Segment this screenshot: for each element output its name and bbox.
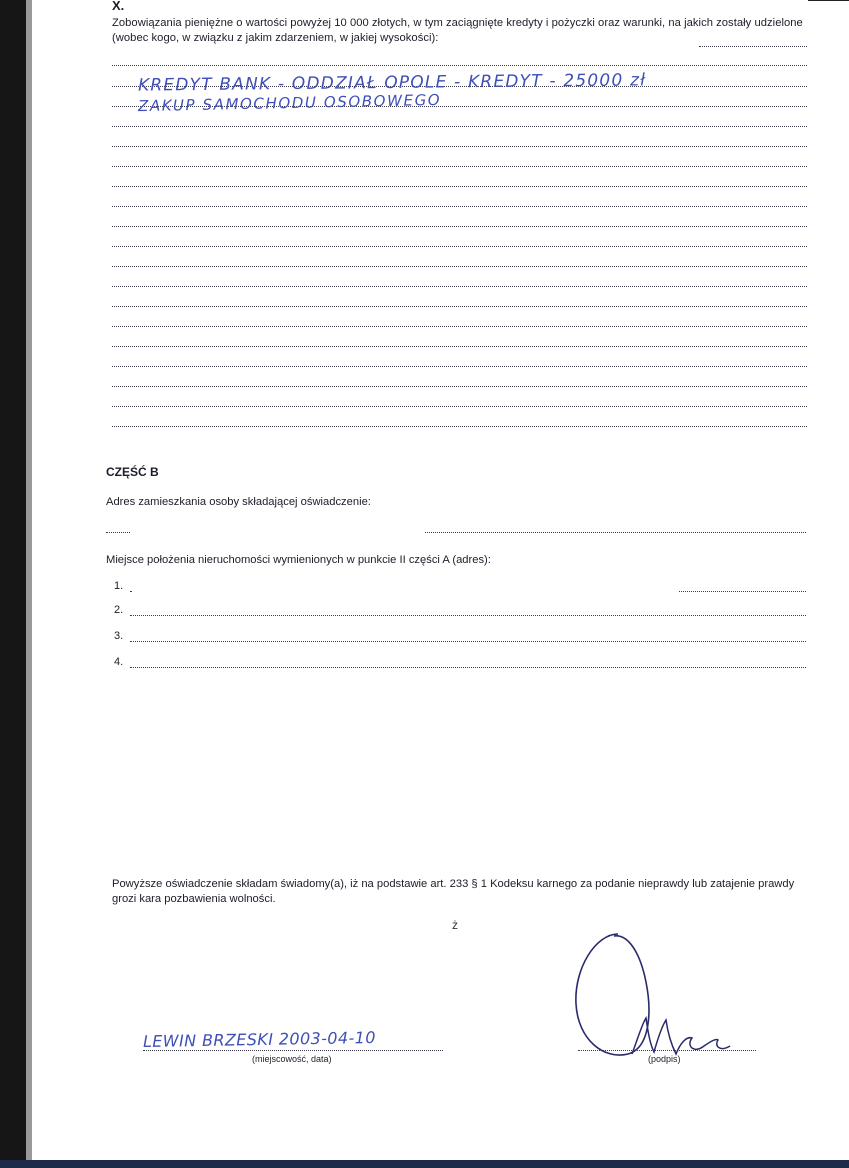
answer-line <box>112 126 807 127</box>
property-item-number: 4. <box>114 656 124 668</box>
section-x-text: Zobowiązania pieniężne o wartości powyżej 10 000 złotych, w tym zaciągnięte kredyty i pożyczki oraz warunki, na jakich zostały udzielone (wobec kogo, w związku z jakim zdarzeniem, w jakiej wysokości): <box>112 17 803 44</box>
answer-line <box>112 246 807 247</box>
property-item-number: 3. <box>114 630 124 642</box>
property-item-number: 1. <box>114 580 124 592</box>
answer-line <box>112 306 807 307</box>
stray-pen-mark: ż <box>452 918 458 932</box>
handwritten-loan-purpose: ZAKUP SAMOCHODU OSOBOWEGO <box>137 90 442 116</box>
property-line <box>130 641 806 642</box>
place-date-caption: (miejscowość, data) <box>252 1054 332 1064</box>
answer-line <box>112 146 807 147</box>
answer-line <box>112 326 807 327</box>
address-redaction-2 <box>130 516 425 536</box>
address-label: Adres zamieszkania osoby składającej oświadczenie: <box>106 496 371 508</box>
handwritten-place-date: LEWIN BRZESKI 2003-04-10 <box>142 1027 376 1052</box>
answer-line <box>112 65 807 66</box>
corner-mark <box>808 0 849 5</box>
answer-line <box>112 366 807 367</box>
scan-left-shadow <box>26 0 32 1168</box>
place-date-line <box>143 1050 443 1051</box>
answer-line <box>112 206 807 207</box>
property-line <box>130 615 806 616</box>
part-b-heading: CZĘŚĆ B <box>106 465 159 479</box>
handwritten-loan-details: KREDYT BANK - ODDZIAŁ OPOLE - KREDYT - 25000 zł <box>137 70 647 96</box>
answer-line <box>112 406 807 407</box>
answer-line <box>112 186 807 187</box>
signature-stroke <box>632 1018 730 1054</box>
scan-bottom-edge <box>0 1160 849 1168</box>
property-line <box>130 667 806 668</box>
answer-line <box>112 266 807 267</box>
answer-line <box>112 386 807 387</box>
address-redaction <box>441 478 811 518</box>
declaration-text: Powyższe oświadczenie składam świadomy(a), iż na podstawie art. 233 § 1 Kodeksu karnego za podanie nieprawdy lub zatajenie prawdy grozi kara pozbawienia wolności. <box>112 878 795 905</box>
answer-line <box>112 166 807 167</box>
answer-line <box>112 226 807 227</box>
property-label: Miejsce położenia nieruchomości wymienionych w punkcie II części A (adres): <box>106 554 491 566</box>
property-redaction <box>132 567 678 599</box>
answer-line <box>112 346 807 347</box>
section-x-heading: X. <box>112 0 125 13</box>
signature-image <box>568 928 758 1068</box>
scan-left-edge <box>0 0 26 1168</box>
answer-line <box>699 46 807 47</box>
property-item-number: 2. <box>114 604 124 616</box>
answer-line <box>112 286 807 287</box>
answer-line <box>112 426 807 427</box>
signature-caption: (podpis) <box>648 1054 681 1064</box>
